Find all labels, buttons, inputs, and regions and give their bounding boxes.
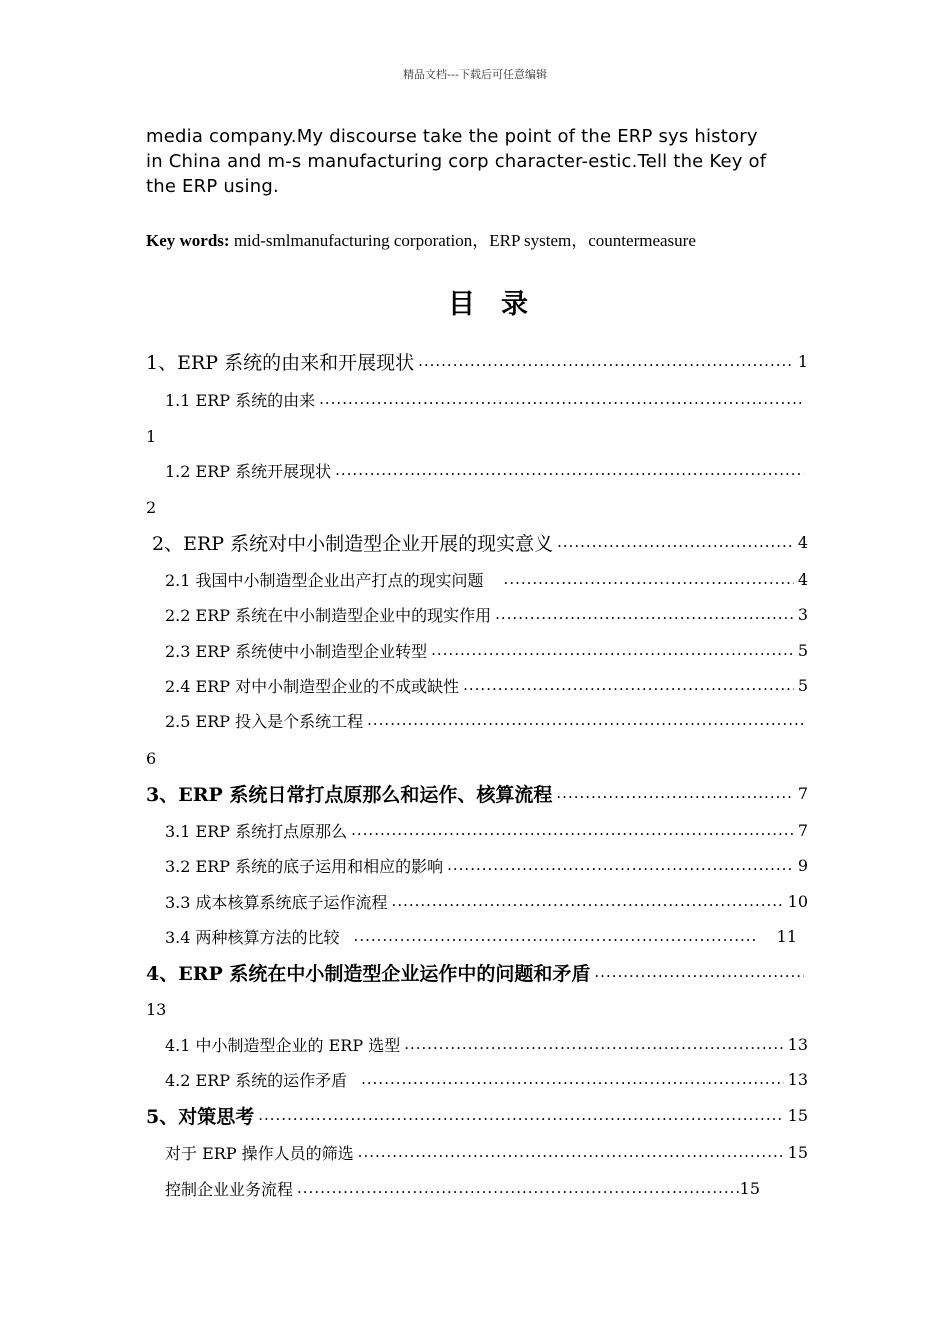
- dot-leader: [594, 963, 804, 981]
- toc-entry-text: 2.3 ERP 系统使中小制造型企业转型: [165, 641, 428, 661]
- toc-page-number: 10: [787, 891, 808, 911]
- toc-entry-5-1[interactable]: [165, 1137, 808, 1167]
- toc-entry-1-1[interactable]: [165, 384, 808, 414]
- dot-leader: [431, 641, 794, 659]
- toc-page-number: 15: [787, 1105, 808, 1125]
- toc-entry-text: 对于 ERP 操作人员的筛选: [165, 1143, 354, 1163]
- toc-entry-5[interactable]: [146, 1100, 808, 1130]
- dot-leader: [447, 856, 794, 874]
- dot-leader: [504, 570, 794, 588]
- dot-leader: [404, 1035, 783, 1053]
- toc-page-number: 3: [797, 604, 808, 624]
- abstract-line: the ERP using.: [146, 176, 279, 197]
- toc-page-number: 4: [797, 532, 808, 552]
- toc-page-number: 4: [797, 569, 808, 589]
- toc-page-number: 7: [797, 783, 808, 803]
- toc-entry-text: 1.2 ERP 系统开展现状: [165, 461, 332, 481]
- toc-entry-4[interactable]: [146, 957, 808, 987]
- toc-page-number: 13: [146, 999, 167, 1019]
- toc-page-number: 13: [787, 1034, 808, 1054]
- toc-entry-5-2[interactable]: [165, 1173, 760, 1203]
- dot-leader: [418, 352, 794, 370]
- abstract-line: media company.My discourse take the point of the ERP sys history: [146, 126, 758, 147]
- toc-page-number: 13: [787, 1069, 808, 1089]
- toc-page-number: 2: [146, 497, 157, 517]
- toc-entry-text: 3.2 ERP 系统的底子运用和相应的影响: [165, 856, 444, 876]
- toc-entry-2-3[interactable]: [165, 635, 808, 665]
- dot-leader: [258, 1106, 783, 1124]
- toc-entry-text: 2、ERP 系统对中小制造型企业开展的现实意义: [152, 532, 554, 555]
- toc-entry-3-1[interactable]: [165, 815, 808, 845]
- toc-entry-text: 1、ERP 系统的由来和开展现状: [146, 351, 415, 374]
- toc-entry-text: 3.3 成本核算系统底子运作流程: [165, 892, 388, 912]
- toc-entry-3-2[interactable]: [165, 850, 808, 880]
- abstract-paragraph: [146, 124, 826, 199]
- toc-entry-3-3[interactable]: [165, 886, 808, 916]
- toc-entry-text: 2.4 ERP 对中小制造型企业的不成或缺性: [165, 676, 460, 696]
- dot-leader: [354, 927, 757, 945]
- toc-entry-1[interactable]: [146, 346, 808, 376]
- dot-leader: [319, 390, 804, 408]
- toc-page-number: 15: [787, 1142, 808, 1162]
- dot-leader: [335, 461, 804, 479]
- toc-entry-2-1[interactable]: [165, 564, 808, 594]
- page-header: 精品文档---下载后可任意编辑: [403, 68, 547, 81]
- dot-leader: [392, 892, 784, 910]
- toc-entry-2-4[interactable]: [165, 670, 808, 700]
- dot-leader: [361, 1070, 784, 1088]
- toc-entry-text: 4.2 ERP 系统的运作矛盾: [165, 1070, 348, 1090]
- toc-entry-2-2[interactable]: [165, 599, 808, 629]
- toc-page-number: 7: [797, 820, 808, 840]
- toc-entry-text: 2.1 我国中小制造型企业出产打点的现实问题: [165, 570, 484, 590]
- toc-entry-2-5[interactable]: [165, 705, 808, 735]
- toc-entry-1-2[interactable]: [165, 455, 808, 485]
- toc-title: 目录: [448, 289, 554, 320]
- toc-entry-4-1[interactable]: [165, 1029, 808, 1059]
- toc-page-number: 1: [146, 426, 157, 446]
- toc-entry-text: 4、ERP 系统在中小制造型企业运作中的问题和矛盾: [146, 962, 591, 985]
- toc-page-number: 1: [797, 351, 808, 371]
- toc-page-number: 11: [776, 926, 797, 946]
- toc-entry-text: 4.1 中小制造型企业的 ERP 选型: [165, 1035, 401, 1055]
- dot-leader: [495, 605, 794, 623]
- toc-entry-2[interactable]: [152, 527, 808, 557]
- toc-entry-text: 控制企业业务流程: [165, 1179, 294, 1199]
- keywords-label: Key words:: [146, 231, 230, 250]
- keywords-line: [146, 226, 836, 251]
- dot-leader: [556, 784, 793, 802]
- dot-leader: [358, 1143, 784, 1161]
- toc-entry-text: 1.1 ERP 系统的由来: [165, 390, 316, 410]
- toc-entry-text: 2.2 ERP 系统在中小制造型企业中的现实作用: [165, 605, 492, 625]
- dot-leader: [463, 676, 794, 694]
- toc-entry-3-4[interactable]: [165, 921, 797, 951]
- toc-page-number: 6: [146, 748, 157, 768]
- toc-entry-text: 3、ERP 系统日常打点原那么和运作、核算流程: [146, 783, 553, 806]
- toc-entry-4-2[interactable]: [165, 1064, 808, 1094]
- toc-entry-text: 3.4 两种核算方法的比较: [165, 927, 340, 947]
- toc-page-number: 5: [797, 675, 808, 695]
- keywords-value: mid-smlmanufacturing corporation，ERP system，countermeasure: [229, 231, 696, 250]
- dot-leader: [367, 711, 804, 729]
- toc-entry-3[interactable]: [146, 778, 808, 808]
- toc-page-number: 5: [797, 640, 808, 660]
- dot-leader: [297, 1179, 740, 1197]
- dot-leader: [351, 821, 794, 839]
- toc-page-number: 15: [739, 1178, 760, 1198]
- toc-entry-text: 3.1 ERP 系统打点原那么: [165, 821, 348, 841]
- abstract-line: in China and m-s manufacturing corp character-estic.Tell the Key of: [146, 151, 767, 172]
- dot-leader: [557, 533, 794, 551]
- toc-entry-text: 2.5 ERP 投入是个系统工程: [165, 711, 364, 731]
- toc-page-number: 9: [797, 855, 808, 875]
- toc-entry-text: 5、对策思考: [146, 1105, 255, 1128]
